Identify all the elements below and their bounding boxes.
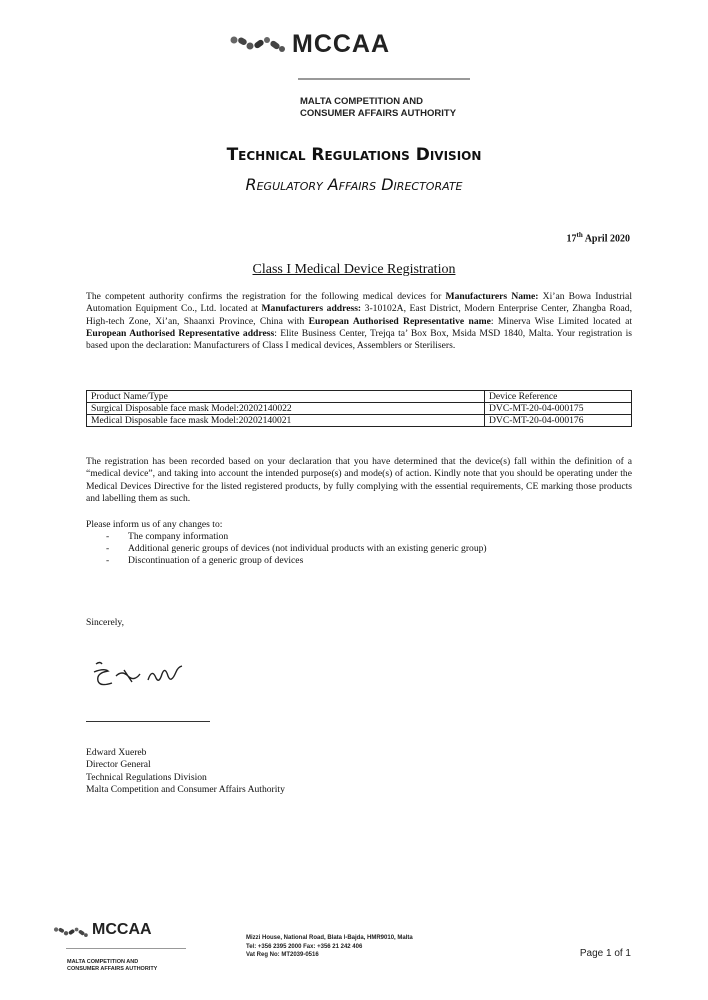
inform-list [86,531,487,567]
manufacturer-address-label: Manufacturers address: [261,303,362,315]
authority-line-2: CONSUMER AFFAIRS AUTHORITY [300,108,457,119]
signer-organization: Malta Competition and Consumer Affairs Authority [86,784,285,796]
footer-authority-line-2: CONSUMER AFFAIRS AUTHORITY [67,966,158,972]
list-item-text: Additional generic groups of devices (not individual products with an existing generic group) [128,543,487,554]
intro-text-5: : Elite Business Center, Trejqa ta’ Box Box, Msida MSD 1840, Malta. Your registration is based upon the declaration: Manufacturers of Class I medical devices, Assemblers or Sterilisers. [86,327,632,352]
footer-vat: Vat Reg No: MT2039-0516 [246,952,319,958]
authority-line-1: MALTA COMPETITION AND [300,96,423,107]
table-row [87,403,632,415]
authority-name [300,96,456,120]
footer-contact [246,934,413,960]
representative-name-label: European Authorised Representative name [308,315,491,327]
column-header-reference: Device Reference [485,391,632,403]
footer-logo-text: MCCAA [92,921,152,938]
table-header-row [87,391,632,403]
closing: Sincerely, [86,617,125,628]
product-cell: Medical Disposable face mask Model:20202140021 [87,415,485,427]
table-row [87,415,632,427]
footer-logo-divider [66,948,186,949]
division-heading: Technical Regulations Division [226,145,482,165]
signer-title: Director General [86,759,151,771]
signer-name: Edward Xuereb [86,747,147,758]
signer-division: Technical Regulations Division [86,771,207,783]
signature-icon [90,658,220,692]
device-table [86,390,632,427]
inform-section [86,519,487,567]
footer-address: Mizzi House, National Road, Blata l-Bajda, HMR9010, Malta [246,935,413,941]
page-number: Page 1 of 1 [579,948,631,959]
reference-cell: DVC-MT-20-04-000176 [485,415,632,427]
signature-line [86,721,210,722]
signer-block [86,747,285,797]
column-header-product: Product Name/Type [87,391,485,403]
intro-paragraph [86,291,632,352]
body-paragraph: The registration has been recorded based on your declaration that you have determined that the device(s) fall within the definition of a “medical device”, and taking into account the intended purpose(s) and mode(s) of action. Kindly note that you should be operating under the Medical Devices Directive for the listed registered products, by fully complying with the essential requirements, CE marking those products and labelling them as such. [86,456,632,504]
logo-text: MCCAA [292,30,391,58]
manufacturer-name-label: Manufacturers Name: [445,291,539,302]
intro-text-3: 3-10102A, East District, Modern Enterprise Center, Zhangba Road, High-tech Zone, Xi’an, Shaanxi Province, China with [86,303,633,327]
list-item: - Discontinuation of a generic group of devices [106,555,304,566]
footer-authority-line-1: MALTA COMPETITION AND [67,959,139,965]
product-cell: Surgical Disposable face mask Model:20202140022 [87,403,485,415]
letter-date [567,231,630,244]
representative-address-label: European Authorised Representative address [86,327,275,339]
inform-intro: Please inform us of any changes to: [86,519,223,530]
intro-text-4: : Minerva Wise Limited located at [490,315,633,327]
reference-cell: DVC-MT-20-04-000175 [485,403,632,415]
list-item: - Additional generic groups of devices (not individual products with an existing generic group) [106,543,487,554]
intro-text-2: Xi’an Bowa Industrial Automation Equipment Co., Ltd. located at [86,291,632,315]
list-item-text: The company information [128,531,229,542]
footer-authority-name [67,959,157,973]
mccaa-logo-icon [229,33,287,55]
list-item: - The company information [106,531,229,542]
document-title: Class I Medical Device Registration [252,262,456,277]
list-item-text: Discontinuation of a generic group of devices [128,555,304,566]
date-suffix: th [576,231,583,239]
directorate-heading: Regulatory Affairs Directorate [245,175,463,194]
intro-text-1: The competent authority confirms the registration for the following medical devices for [86,291,446,302]
logo-divider [298,78,470,80]
footer-phone: Tel: +356 2395 2000 Fax: +356 21 242 406 [246,943,363,950]
date-rest: April 2020 [582,233,630,245]
date-day: 17 [566,233,577,245]
mccaa-logo-icon [53,925,89,939]
